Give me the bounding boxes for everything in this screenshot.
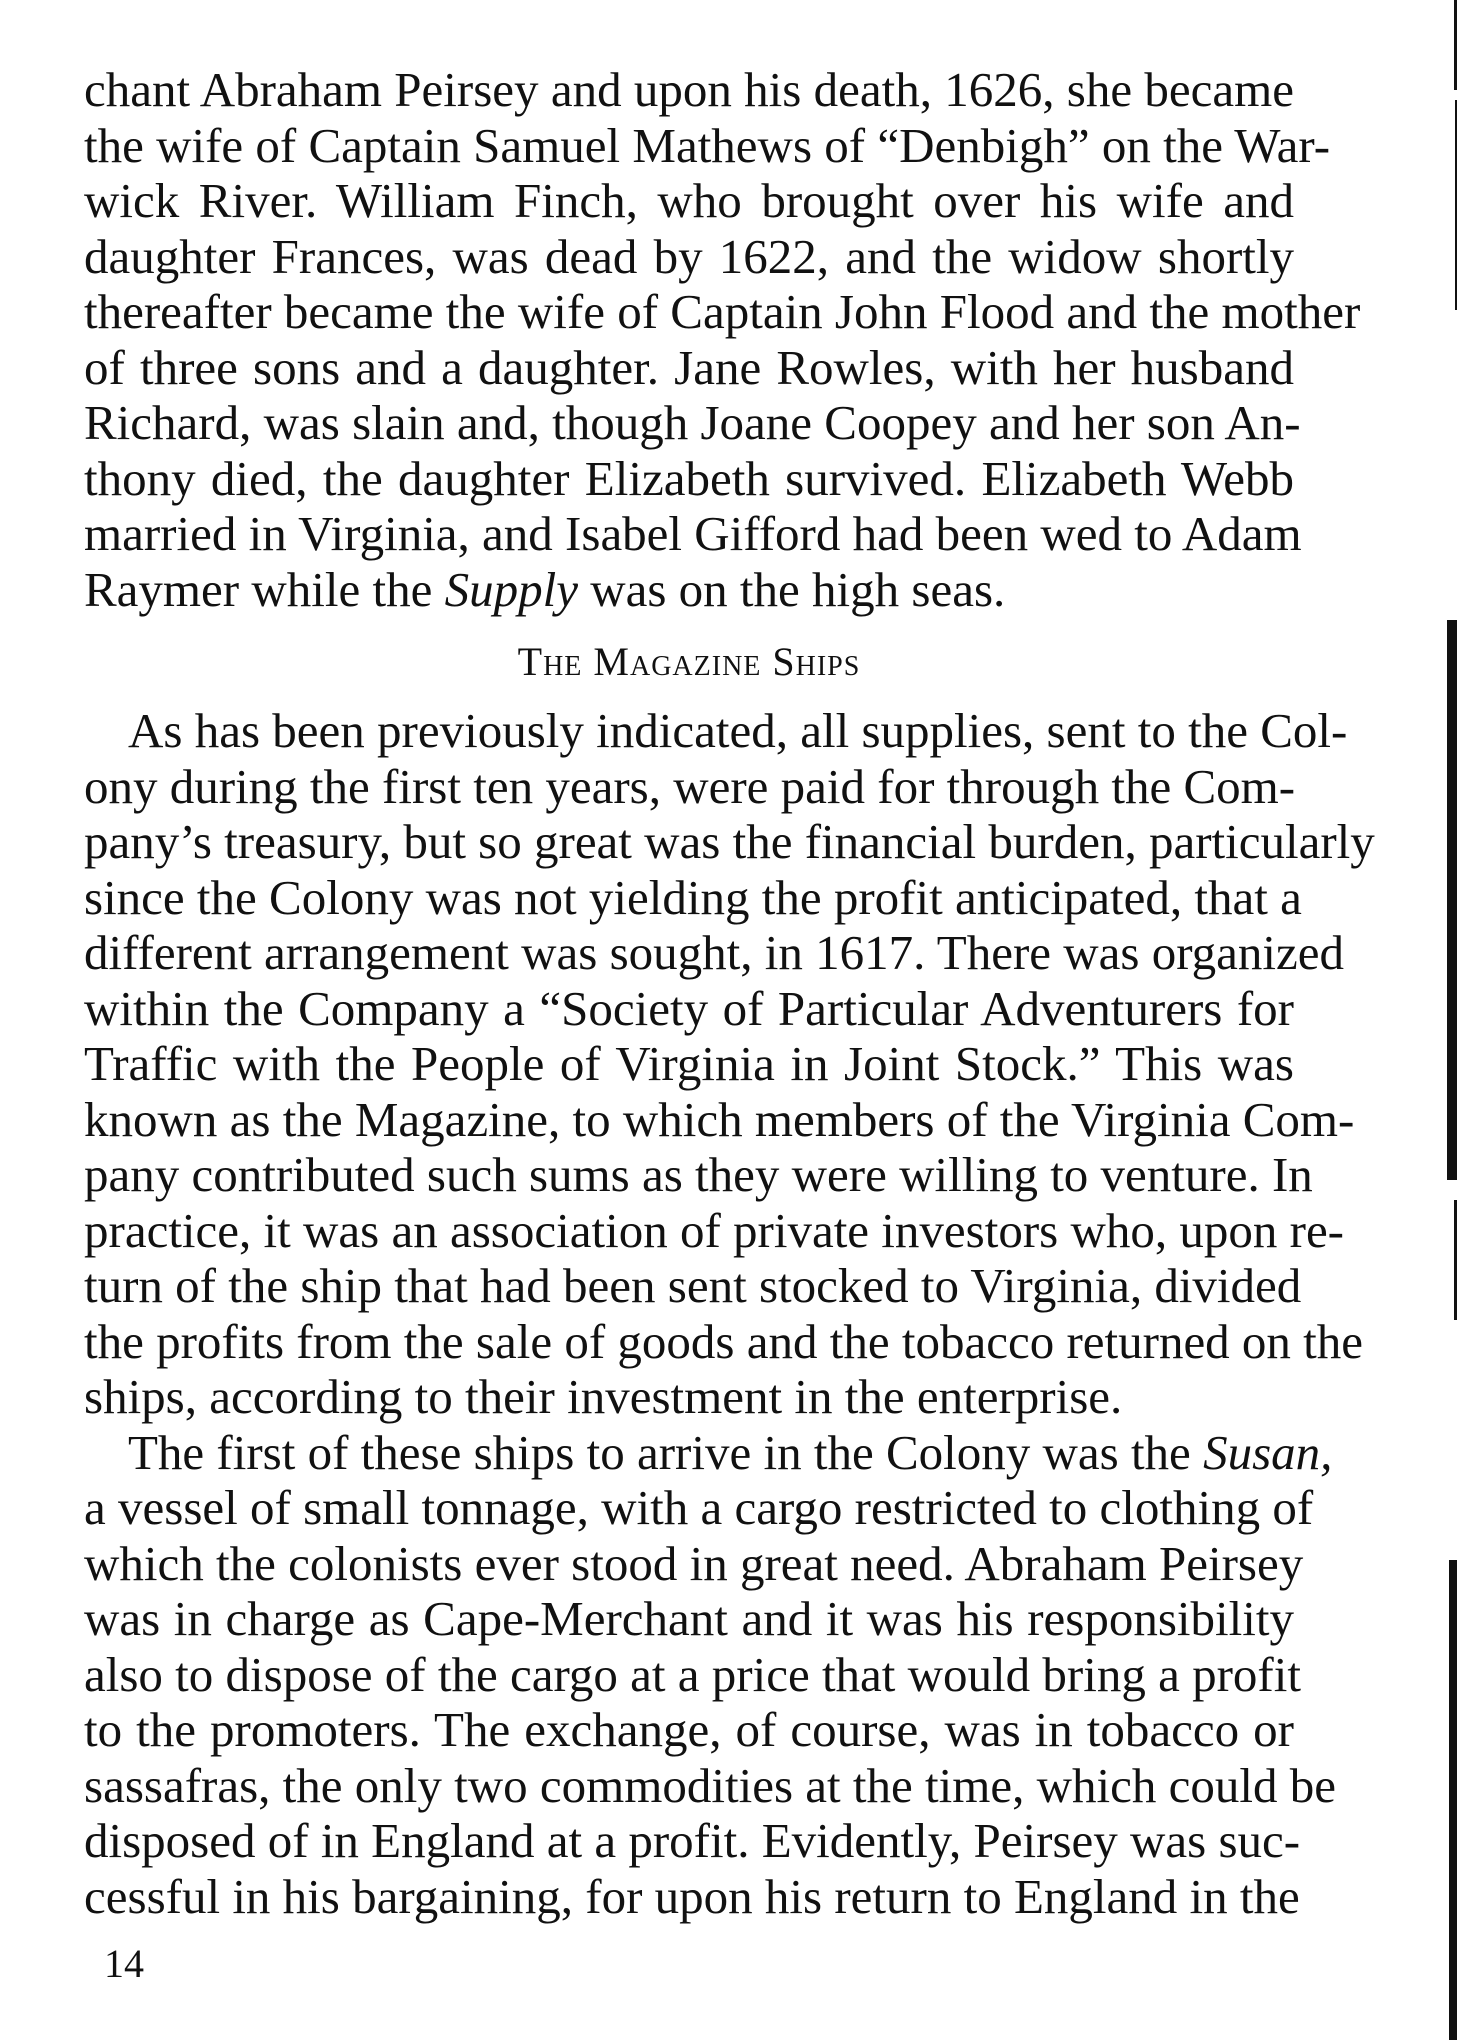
text-line: sassafras, the only two commodities at the time, which could be bbox=[84, 1757, 1336, 1813]
text-line: As has been previously indicated, all supplies, sent to the Col- bbox=[128, 703, 1348, 758]
text-line: known as the Magazine, to which members of the Virginia Com- bbox=[84, 1091, 1355, 1147]
text-line: thony died, the daughter Elizabeth survived. Elizabeth Webb bbox=[84, 450, 1294, 506]
text-line: ony during the first ten years, were paid for through the Com- bbox=[84, 758, 1296, 814]
text-line: practice, it was an association of private investors who, upon re- bbox=[84, 1202, 1345, 1258]
ship-name-supply: Supply bbox=[444, 561, 578, 617]
text-line: married in Virginia, and Isabel Gifford had been wed to Adam bbox=[84, 506, 1302, 561]
scan-edge-mark bbox=[1449, 1560, 1457, 2040]
scan-edge-mark bbox=[1454, 1200, 1457, 1320]
text-line: also to dispose of the cargo at a price that would bring a profit bbox=[84, 1646, 1301, 1702]
scan-edge-mark bbox=[1454, 0, 1457, 90]
text-line: wick River. William Finch, who brought over his wife and bbox=[84, 173, 1294, 228]
scan-edge-mark bbox=[1455, 100, 1457, 310]
text-line: chant Abraham Peirsey and upon his death, 1626, she became bbox=[84, 62, 1294, 117]
text-line-last: ships, according to their investment in the enterprise. bbox=[84, 1369, 1123, 1424]
text-line: the wife of Captain Samuel Mathews of “Denbigh” on the War- bbox=[84, 117, 1331, 173]
text-line: of three sons and a daughter. Jane Rowles, with her husband bbox=[84, 339, 1294, 395]
text-line: turn of the ship that had been sent stocked to Virginia, divided bbox=[84, 1258, 1302, 1313]
text-span: Raymer while the bbox=[84, 561, 445, 617]
text-line: Richard, was slain and, though Joane Coopey and her son An- bbox=[84, 395, 1301, 450]
section-heading: The Magazine Ships bbox=[517, 639, 861, 684]
scan-edge-mark bbox=[1447, 620, 1457, 1180]
text-line: since the Colony was not yielding the profit anticipated, that a bbox=[84, 869, 1302, 925]
text-line-last bbox=[84, 562, 1294, 618]
text-line: the profits from the sale of goods and the tobacco returned on the bbox=[84, 1313, 1364, 1369]
text-line: pany’s treasury, but so great was the financial burden, particularly bbox=[84, 814, 1375, 869]
scan-edge-shadow bbox=[1433, 0, 1463, 2043]
text-line: Traffic with the People of Virginia in Joint Stock.” This was bbox=[84, 1036, 1294, 1091]
text-line: which the colonists ever stood in great need. Abraham Peirsey bbox=[84, 1535, 1304, 1591]
text-line: pany contributed such sums as they were willing to venture. In bbox=[84, 1147, 1313, 1202]
section-2-text bbox=[84, 703, 1375, 1924]
text-line: disposed of in England at a profit. Evidently, Peirsey was suc- bbox=[84, 1813, 1301, 1868]
page-number: 14 bbox=[104, 1941, 144, 1986]
ship-name-susan: Susan, bbox=[1203, 1424, 1333, 1480]
text-span: The first of these ships to arrive in the Colony was the bbox=[128, 1424, 1204, 1480]
text-line: a vessel of small tonnage, with a cargo restricted to clothing of bbox=[84, 1480, 1314, 1535]
text-line: within the Company a “Society of Particular Adventurers for bbox=[84, 980, 1294, 1036]
text-line: to the promoters. The exchange, of course, was in tobacco or bbox=[84, 1702, 1294, 1757]
text-line: daughter Frances, was dead by 1622, and the widow shortly bbox=[84, 228, 1294, 284]
text-span: was on the high seas. bbox=[577, 561, 1006, 617]
text-line: different arrangement was sought, in 1617. There was organized bbox=[84, 925, 1345, 980]
text-line bbox=[84, 1424, 1333, 1481]
text-line: thereafter became the wife of Captain John Flood and the mother bbox=[84, 284, 1361, 339]
text-line: cessful in his bargaining, for upon his return to England in the bbox=[84, 1868, 1300, 1924]
text-line: was in charge as Cape-Merchant and it was his responsibility bbox=[84, 1591, 1294, 1646]
section-1-text bbox=[84, 62, 1361, 617]
